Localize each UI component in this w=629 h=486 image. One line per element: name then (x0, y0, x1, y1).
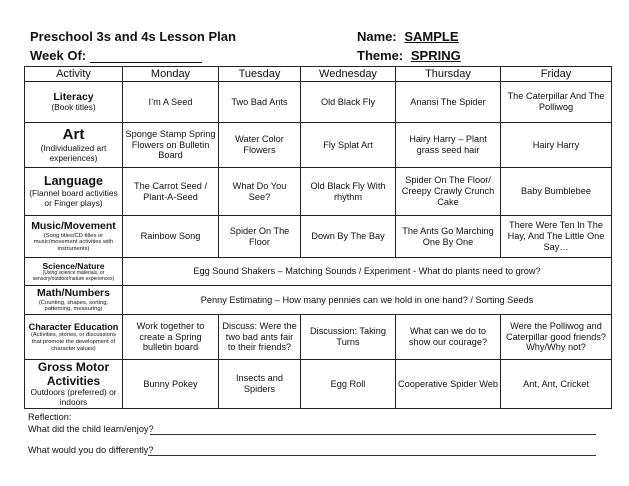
cell-friday: Ant, Ant, Cricket (501, 360, 612, 409)
answer-line-2 (148, 455, 596, 456)
activity-subtitle: (Activities, stories, or discussions that promote the development of character values) (30, 332, 117, 352)
cell-friday: The Caterpillar And The Polliwog (501, 82, 612, 123)
activity-title: Character Education (28, 321, 119, 332)
col-header-thursday: Thursday (396, 67, 501, 82)
activity-subtitle: Outdoors (preferred) or indoors (30, 387, 117, 408)
cell-friday: There Were Ten In The Hay, And The Little One Say… (501, 216, 612, 258)
cell-thursday: Cooperative Spider Web (396, 360, 501, 409)
cell-thursday: Hairy Harry – Plant grass seed hair (396, 123, 501, 168)
activity-cell (25, 258, 123, 286)
activity-title: Gross Motor Activities (37, 360, 110, 389)
row-language (25, 168, 612, 216)
activity-title: Math/Numbers (37, 287, 110, 300)
activity-cell (25, 315, 123, 360)
activity-subtitle: (Using science materials, or sensory/outdoor/nature experiences) (32, 269, 115, 282)
cell-tuesday: What Do You See? (219, 168, 301, 216)
theme-field (357, 48, 461, 63)
activity-title: Literacy (53, 90, 94, 103)
cell-friday: Were the Polliwog and Caterpillar good friends? Why/Why not? (501, 315, 612, 360)
cell-monday: I’m A Seed (123, 82, 219, 123)
col-header-friday: Friday (501, 67, 612, 82)
cell-wednesday: Down By The Bay (301, 216, 396, 258)
name-field (357, 29, 459, 44)
name-value: SAMPLE (404, 29, 459, 44)
merged-cell: Penny Estimating – How many pennies can we hold in one hand? / Sorting Seeds (123, 286, 612, 315)
activity-title: Language (43, 174, 104, 189)
theme-label: Theme: (357, 48, 404, 63)
cell-monday: Sponge Stamp Spring Flowers on Bulletin Board (123, 123, 219, 168)
cell-wednesday: Old Black Fly (301, 82, 396, 123)
header-row (25, 67, 612, 82)
row-gross-motor (25, 360, 612, 409)
reflection-label: Reflection: (28, 412, 72, 422)
merged-cell: Egg Sound Shakers – Matching Sounds / Experiment - What do plants need to grow? (123, 258, 612, 286)
activity-title: Art (62, 126, 85, 144)
activity-cell (25, 168, 123, 216)
week-blank (90, 50, 202, 63)
question-learn-enjoy: What did the child learn/enjoy? (28, 424, 154, 434)
activity-subtitle: (Book titles) (51, 102, 96, 113)
activity-cell (25, 360, 123, 409)
cell-thursday: What can we do to show our courage? (396, 315, 501, 360)
row-art (25, 123, 612, 168)
name-label: Name: (357, 29, 397, 44)
theme-value: SPRING (410, 48, 461, 63)
activity-title: Science/Nature (42, 260, 105, 271)
answer-line-1 (150, 434, 596, 435)
col-header-tuesday: Tuesday (219, 67, 301, 82)
activity-subtitle: (Counting, shapes, sorting, patterning, measuring) (38, 299, 109, 313)
activity-cell (25, 123, 123, 168)
row-music-movement (25, 216, 612, 258)
cell-monday: Work together to create a Spring bulletin board (123, 315, 219, 360)
cell-thursday: Spider On The Floor/ Creepy Crawly Crunch Cake (396, 168, 501, 216)
cell-wednesday: Discussion: Taking Turns (301, 315, 396, 360)
cell-wednesday: Fly Splat Art (301, 123, 396, 168)
cell-monday: The Carrot Seed / Plant-A-Seed (123, 168, 219, 216)
col-header-monday: Monday (123, 67, 219, 82)
cell-friday: Hairy Harry (501, 123, 612, 168)
col-header-wednesday: Wednesday (301, 67, 396, 82)
cell-tuesday: Insects and Spiders (219, 360, 301, 409)
activity-title: Music/Movement (31, 220, 116, 233)
cell-thursday: Anansi The Spider (396, 82, 501, 123)
cell-wednesday: Old Black Fly With rhythm (301, 168, 396, 216)
cell-wednesday: Egg Roll (301, 360, 396, 409)
activity-cell (25, 82, 123, 123)
row-science-nature (25, 258, 612, 286)
page-title: Preschool 3s and 4s Lesson Plan (30, 29, 236, 44)
activity-subtitle: (Song titles/CD titles or music/movement activities with instruments) (33, 232, 114, 253)
cell-tuesday: Two Bad Ants (219, 82, 301, 123)
row-math-numbers (25, 286, 612, 315)
lesson-plan-table (24, 66, 612, 409)
week-field (30, 48, 202, 63)
activity-subtitle: (Flannel board activities or Finger plays) (29, 187, 118, 208)
activity-cell (25, 216, 123, 258)
cell-monday: Bunny Pokey (123, 360, 219, 409)
cell-monday: Rainbow Song (123, 216, 219, 258)
row-literacy (25, 82, 612, 123)
cell-tuesday: Water Color Flowers (219, 123, 301, 168)
question-differently: What would you do differently? (28, 445, 154, 455)
cell-tuesday: Discuss: Were the two bad ants fair to their friends? (219, 315, 301, 360)
activity-cell (25, 286, 123, 315)
cell-thursday: The Ants Go Marching One By One (396, 216, 501, 258)
week-label: Week Of: (30, 48, 87, 63)
col-header-activity: Activity (25, 67, 123, 82)
cell-tuesday: Spider On The Floor (219, 216, 301, 258)
activity-subtitle: (Individualized art experiences) (40, 142, 107, 163)
row-character-education (25, 315, 612, 360)
cell-friday: Baby Bumblebee (501, 168, 612, 216)
